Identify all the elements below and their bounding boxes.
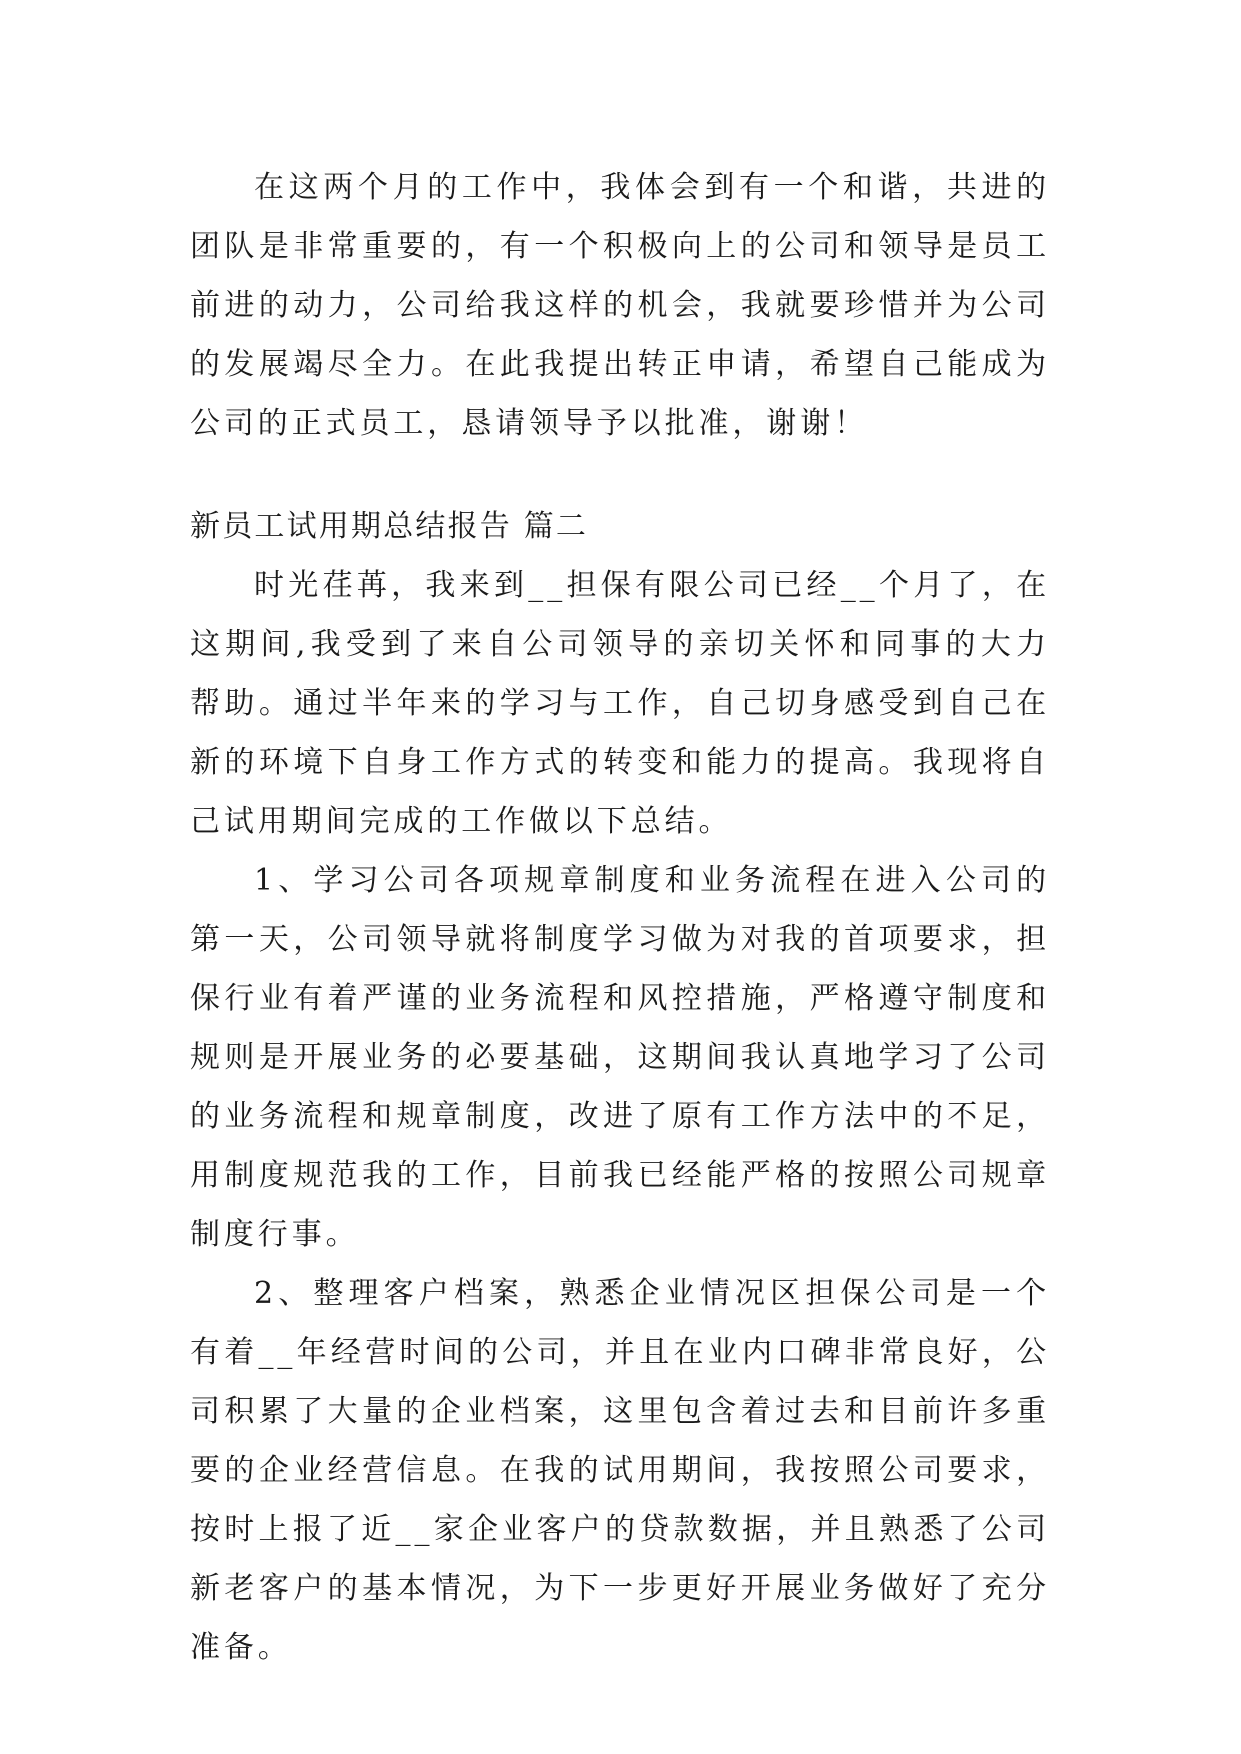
paragraph-item-2: 2、整理客户档案，熟悉企业情况区担保公司是一个有着__年经营时间的公司，并且在业内口碑非常良好，公司积累了大量的企业档案，这里包含着过去和目前许多重要的企业经营信息。在我的试用期间，我按照公司要求，按时上报了近__家企业客户的贷款数据，并且熟悉了公司新老客户的基本情况，为下一步更好开展业务做好了充分准备。 xyxy=(190,1276,1050,1665)
document-body xyxy=(190,158,1050,1677)
paragraph-intro: 时光荏苒，我来到__担保有限公司已经__个月了，在这期间,我受到了来自公司领导的亲切关怀和同事的大力帮助。通过半年来的学习与工作，自己切身感受到自己在新的环境下自身工作方式的转变和能力的提高。我现将自己试用期间完成的工作做以下总结。 xyxy=(190,568,1050,839)
paragraph-closing: 在这两个月的工作中，我体会到有一个和谐，共进的团队是非常重要的，有一个积极向上的公司和领导是员工前进的动力，公司给我这样的机会，我就要珍惜并为公司的发展竭尽全力。在此我提出转正申请，希望自己能成为公司的正式员工，恳请领导予以批准，谢谢！ xyxy=(190,170,1050,441)
section-title: 新员工试用期总结报告 篇二 xyxy=(190,509,589,544)
paragraph-item-1: 1、学习公司各项规章制度和业务流程在进入公司的第一天，公司领导就将制度学习做为对我的首项要求，担保行业有着严谨的业务流程和风控措施，严格遵守制度和规则是开展业务的必要基础，这期间我认真地学习了公司的业务流程和规章制度，改进了原有工作方法中的不足，用制度规范我的工作，目前我已经能严格的按照公司规章制度行事。 xyxy=(190,863,1050,1252)
